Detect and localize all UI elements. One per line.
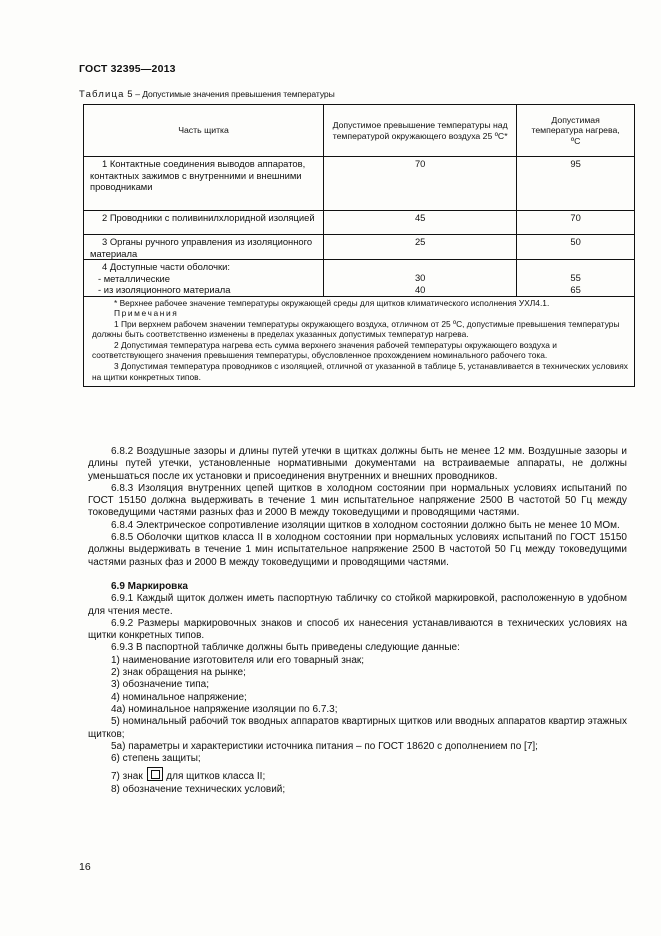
list-item-5: 5) номинальный рабочий ток вводных аппаратов квартирных щитков или вводных аппаратов квартир этажных щитков;: [88, 716, 627, 740]
table-header-row: [84, 105, 635, 157]
list-item-6: 6) степень защиты;: [111, 753, 201, 765]
list-item-4: 4) номинальное напряжение;: [111, 691, 247, 703]
row1-temp-value: 95: [570, 158, 581, 169]
row3-rise: [324, 235, 517, 260]
paragraph-6-8-2: 6.8.2 Воздушные зазоры и длины путей утечки в щитках должны быть не менее 12 мм. Воздушные зазоры и длины путей утечки, установленные нормативными документами на встраиваемые аппараты, не должны уменьшаться после их установки и присоединения внутренних и внешних проводников.: [88, 446, 627, 482]
notes-title: Примечания: [114, 308, 179, 319]
list-item-7-suffix: для щитков класса II;: [166, 771, 266, 783]
row4-part-cell: [84, 260, 324, 297]
note-1: 1 При верхнем рабочем значении температуры окружающего воздуха, отличном от 25 ºС, допустимые превышения температуры должны быть соответственно изменены в пределах указанных допустимых температур нагрева.: [92, 318, 620, 340]
table-row: [84, 260, 635, 297]
table-row: [84, 235, 635, 260]
table-caption-number: 5: [127, 89, 133, 100]
row1-part-cell: [84, 157, 324, 211]
row2-rise: [324, 211, 517, 235]
row2-part-cell: [84, 211, 324, 235]
class-ii-double-square-icon: [147, 767, 163, 781]
row1-temp: [517, 157, 635, 211]
header-rise-text: Допустимое превышение температуры над температурой окружающего воздуха 25 ºС*: [332, 120, 508, 141]
table-notes: [84, 296, 635, 387]
row3-rise-value: 25: [414, 236, 426, 247]
list-item-8: 8) обозначение технических условий;: [111, 783, 286, 795]
row1-rise: [324, 157, 517, 211]
section-heading-6-9: 6.9 Маркировка: [111, 580, 188, 592]
row2-temp-value: 70: [570, 212, 581, 223]
row1-part: 1 Контактные соединения выводов аппаратов, контактных зажимов с внутренними и внешними проводниками: [90, 158, 306, 192]
paragraph-6-9-2: 6.9.2 Размеры маркировочных знаков и способ их нанесения устанавливаются в технических условиях на щитки конкретных типов.: [88, 617, 627, 642]
row4-temp2: 65: [570, 283, 581, 295]
row4-rise1: 30: [414, 272, 426, 283]
row4-sub2: - из изоляционного материала: [98, 284, 231, 295]
temperature-table: [83, 104, 635, 387]
row3-temp-value: 50: [570, 236, 581, 247]
paragraph-6-8-5: 6.8.5 Оболочки щитков класса II в холодном состоянии при нормальных условиях испытаний по ГОСТ 15150 должны выдерживать в течение 1 мин испытательное напряжение 2500 В частотой 50 Гц между токоведущими частями разных фаз и 2000 В между токоведущими и проводящими частями.: [88, 532, 627, 568]
table-row: [84, 211, 635, 235]
header-temp-text: Допустимая температура нагрева, ºС: [531, 114, 620, 146]
row2-temp: [517, 211, 635, 235]
list-item-1: 1) наименование изготовителя или его товарный знак;: [111, 654, 365, 666]
table-notes-row: [84, 296, 635, 387]
list-item-5a: 5а) параметры и характеристики источника питания – по ГОСТ 18620 с дополнением по [7];: [111, 740, 538, 752]
body-text: [88, 446, 627, 796]
row2-rise-value: 45: [414, 212, 426, 223]
row4-temp1: 55: [570, 272, 581, 283]
header-rise: [324, 105, 517, 157]
table-footnote: * Верхнее рабочее значение температуры окружающей среды для щитков климатического исполнения УХЛ4.1.: [114, 297, 550, 308]
table-caption: [79, 89, 335, 100]
table-caption-text: – Допустимые значения превышения температуры: [135, 89, 335, 99]
note-3: 3 Допустимая температура проводников с изоляцией, отличной от указанной в таблице 5, устанавливается в технических условиях на щитки конкретных типов.: [92, 361, 628, 382]
header-temp: [517, 105, 635, 157]
row2-part: 2 Проводники с поливинилхлоридной изоляцией: [102, 212, 315, 223]
note-2: 2 Допустимая температура нагрева есть сумма верхнего значения рабочей температуры окружающего воздуха и соответствующего значения превышения температуры, обусловленное прохождением номинального рабочего тока.: [92, 339, 557, 361]
header-part: Часть щитка: [84, 105, 324, 157]
paragraph-6-9-3: 6.9.3 В паспортной табличке должны быть приведены следующие данные:: [111, 642, 460, 654]
list-item-4a: 4а) номинальное напряжение изоляции по 6.7.3;: [111, 703, 338, 715]
row4-rise: [324, 260, 517, 297]
page-number: 16: [79, 861, 91, 873]
table-row: [84, 157, 635, 211]
paragraph-6-9-1: 6.9.1 Каждый щиток должен иметь паспортную табличку со стойкой маркировкой, расположенную в удобном для чтения месте.: [88, 593, 627, 617]
row3-temp: [517, 235, 635, 260]
row4-temp: [517, 260, 635, 297]
list-item-2: 2) знак обращения на рынке;: [111, 667, 246, 679]
row3-part-cell: [84, 235, 324, 260]
list-item-7: [88, 767, 627, 783]
list-item-3: 3) обозначение типа;: [111, 679, 209, 691]
paragraph-6-8-4: 6.8.4 Электрическое сопротивление изоляции щитков в холодном состоянии должно быть не менее 10 МОм.: [111, 519, 620, 531]
list-item-7-prefix: 7) знак: [111, 771, 143, 783]
paragraph-6-8-3: 6.8.3 Изоляция внутренних цепей щитков в холодном состоянии при нормальных условиях испытаний по ГОСТ 15150 должна выдерживать в течение 1 мин испытательное напряжение 2500 В частотой 50 Гц между токоведущими частями разных фаз и 2000 В между токоведущими и проводящими частями.: [88, 482, 627, 519]
row4-rise2: 40: [414, 283, 426, 295]
row4-sub1: - металлические: [98, 272, 170, 284]
row1-rise-value: 70: [414, 158, 426, 169]
table-caption-label: Таблица: [79, 89, 125, 100]
row4-title: 4 Доступные части оболочки:: [102, 261, 230, 272]
document-header: ГОСТ 32395—2013: [79, 63, 176, 75]
row3-part: 3 Органы ручного управления из изоляционного материала: [90, 236, 313, 259]
